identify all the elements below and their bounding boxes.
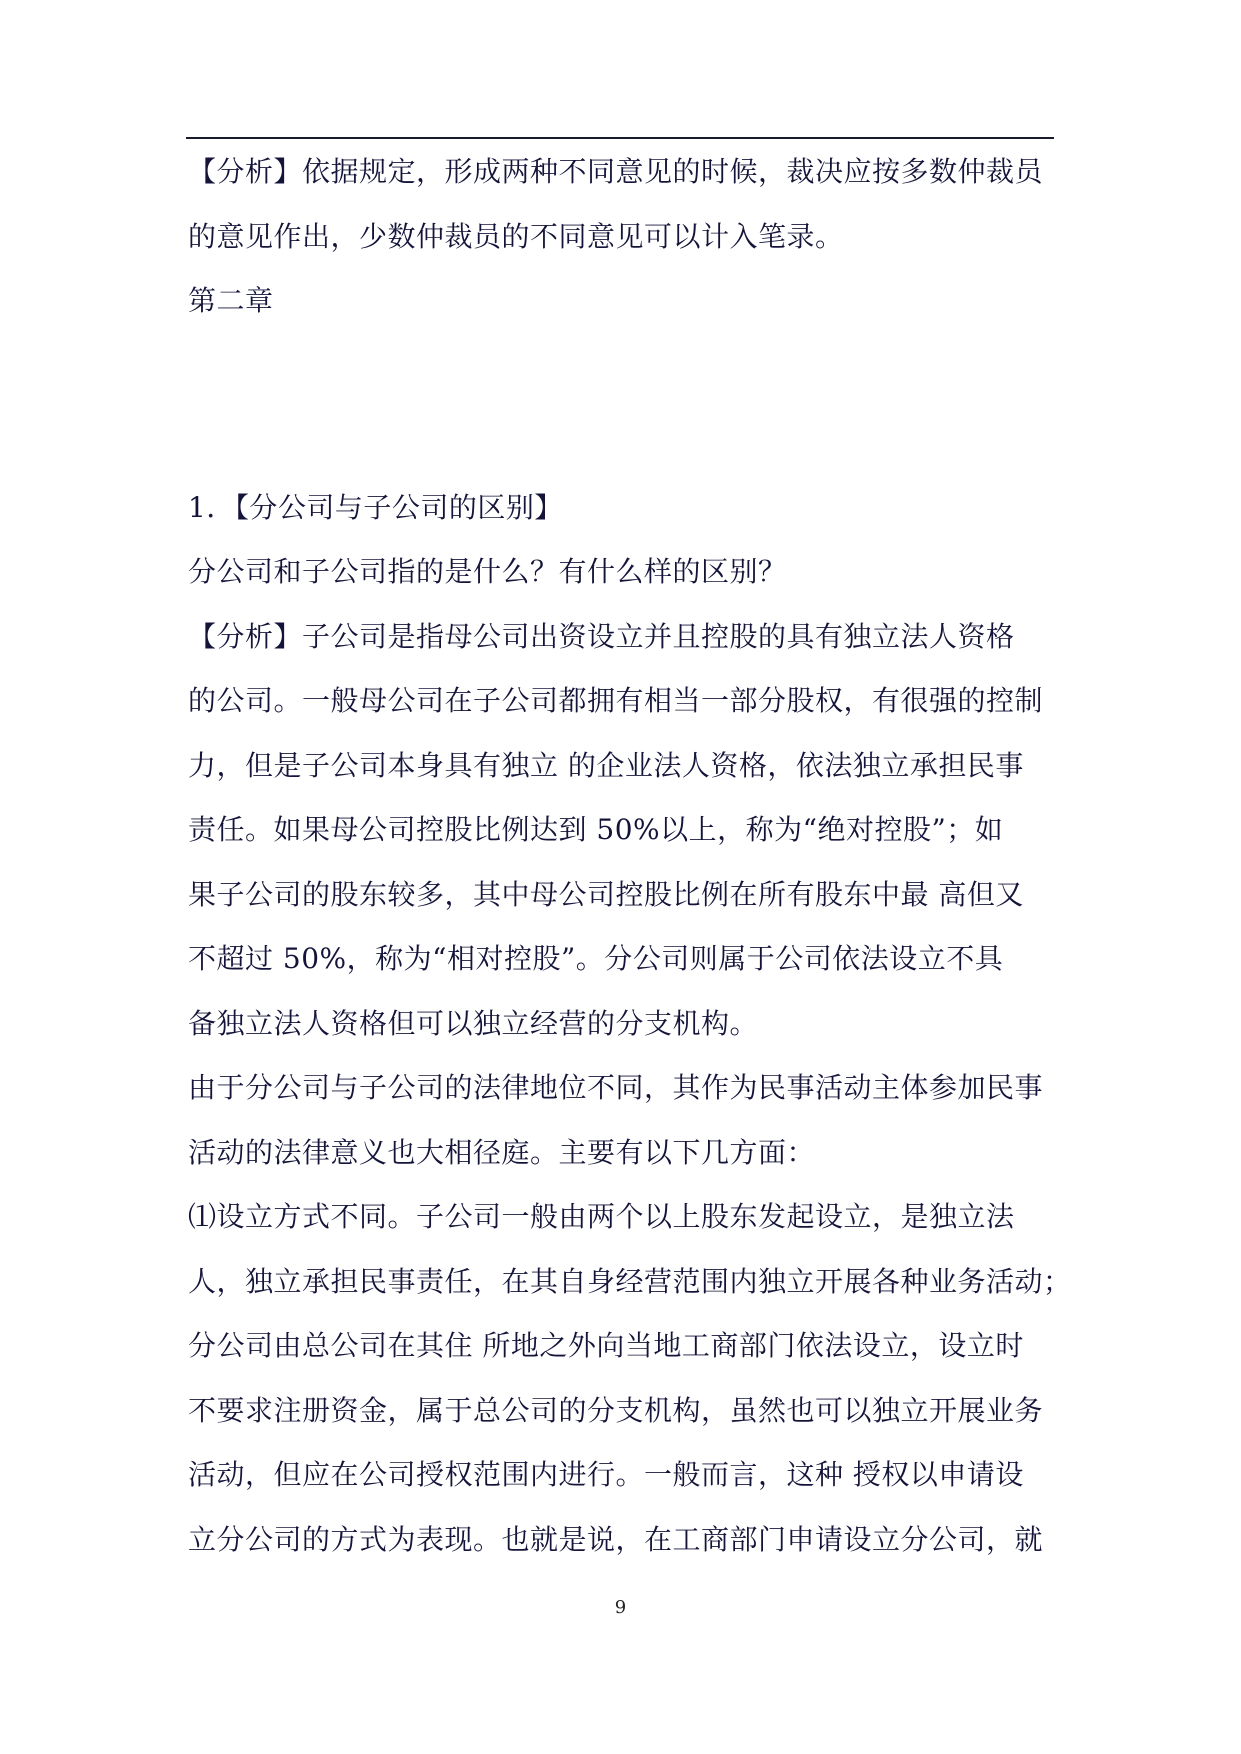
- text-line: 的意见作出，少数仲裁员的不同意见可以计入笔录。: [188, 220, 844, 253]
- text-line: 不超过 50%，称为“相对控股”。分公司则属于公司依法设立不具: [188, 942, 1004, 975]
- text-line: 立分公司的方式为表现。也就是说，在工商部门申请设立分公司，就: [188, 1523, 1044, 1556]
- text-line: 【分析】依据规定，形成两种不同意见的时候，裁决应按多数仲裁员: [188, 155, 1044, 188]
- chapter-heading: 第二章: [188, 284, 274, 317]
- header-rule: [186, 137, 1054, 139]
- text-line: 活动的法律意义也大相径庭。主要有以下几方面：: [188, 1136, 816, 1169]
- text-line: 由于分公司与子公司的法律地位不同，其作为民事活动主体参加民事: [188, 1071, 1044, 1104]
- text-line: 不要求注册资金，属于总公司的分支机构，虽然也可以独立开展业务: [188, 1394, 1044, 1427]
- text-line: 活动，但应在公司授权范围内进行。一般而言，这种 授权以申请设: [188, 1458, 1024, 1491]
- text-line: 责任。如果母公司控股比例达到 50%以上，称为“绝对控股”；如: [188, 813, 1004, 846]
- text-line: ⑴设立方式不同。子公司一般由两个以上股东发起设立，是独立法: [188, 1200, 1015, 1233]
- page-number: 9: [614, 1597, 627, 1618]
- text-line: 人，独立承担民事责任，在其自身经营范围内独立开展各种业务活动；: [188, 1265, 1072, 1298]
- section-heading: 1．【分公司与子公司的区别】: [188, 491, 563, 524]
- text-line: 备独立法人资格但可以独立经营的分支机构。: [188, 1007, 759, 1040]
- text-line: 的公司。一般母公司在子公司都拥有相当一部分股权，有很强的控制: [188, 684, 1044, 717]
- text-line: 力，但是子公司本身具有独立 的企业法人资格，依法独立承担民事: [188, 749, 1024, 782]
- text-line: 【分析】子公司是指母公司出资设立并且控股的具有独立法人资格: [188, 620, 1015, 653]
- text-line: 果子公司的股东较多，其中母公司控股比例在所有股东中最 高但又: [188, 878, 1024, 911]
- question-line: 分公司和子公司指的是什么？有什么样的区别？: [188, 555, 787, 588]
- text-line: 分公司由总公司在其住 所地之外向当地工商部门依法设立，设立时: [188, 1329, 1024, 1362]
